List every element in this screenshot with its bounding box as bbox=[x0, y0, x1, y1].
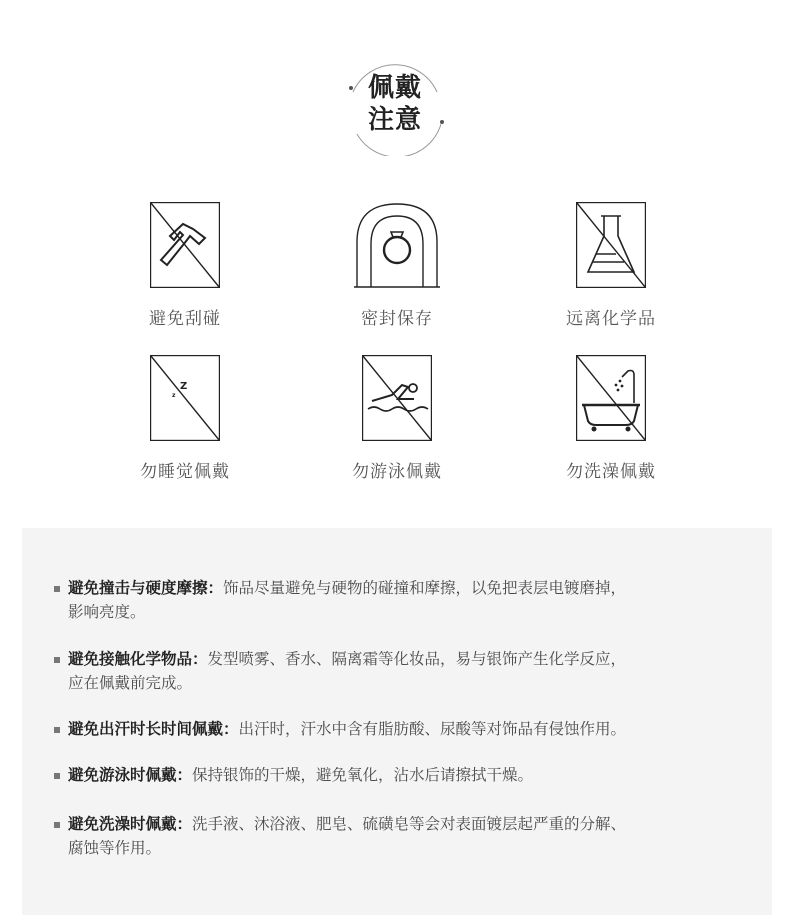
note-heading: 避免洗澡时佩戴： bbox=[68, 815, 193, 833]
title-line-1: 佩戴 bbox=[367, 73, 422, 103]
note-item bbox=[54, 812, 754, 860]
icon-label: 勿睡觉佩戴 bbox=[140, 462, 230, 482]
notes-panel bbox=[22, 528, 772, 915]
note-body: 发型喷雾、香水、隔离霜等化妆品，易与银饰产生化学反应， bbox=[207, 650, 627, 668]
swimmer-icon bbox=[362, 355, 432, 441]
icon-item-no-swim bbox=[312, 355, 482, 482]
note-body: 洗手液、沐浴液、肥皂、硫磺皂等会对表面镀层起严重的分解、 bbox=[192, 815, 627, 833]
bullet-icon bbox=[54, 822, 60, 828]
icon-item-no-sleep bbox=[100, 355, 270, 482]
note-item bbox=[54, 763, 754, 787]
note-heading: 避免游泳时佩戴： bbox=[68, 766, 193, 784]
svg-text:z: z bbox=[172, 392, 176, 399]
icon-label: 勿游泳佩戴 bbox=[352, 462, 442, 482]
bullet-icon bbox=[54, 727, 60, 733]
bathtub-shower-icon bbox=[576, 355, 646, 441]
note-body: 保持银饰的干燥，避免氧化，沾水后请擦拭干燥。 bbox=[192, 766, 534, 784]
note-body: 出汗时，汗水中含有脂肪酸、尿酸等对饰品有侵蚀作用。 bbox=[238, 720, 627, 738]
icon-label: 远离化学品 bbox=[566, 309, 656, 329]
icon-label: 避免刮碰 bbox=[149, 309, 221, 329]
bullet-icon bbox=[54, 773, 60, 779]
note-body-continued: 腐蚀等作用。 bbox=[68, 839, 162, 857]
icon-item-no-bath bbox=[526, 355, 696, 482]
bullet-icon bbox=[54, 657, 60, 663]
ring-sealed-icon bbox=[354, 202, 440, 288]
note-body-continued: 应在佩戴前完成。 bbox=[68, 674, 193, 692]
title-badge bbox=[345, 52, 445, 156]
note-heading: 避免接触化学物品： bbox=[68, 650, 208, 668]
note-item bbox=[54, 647, 754, 695]
icon-item-chemicals bbox=[526, 202, 696, 329]
note-item bbox=[54, 717, 754, 741]
title-line-2: 注意 bbox=[367, 105, 422, 135]
note-body: 饰品尽量避免与硬物的碰撞和摩擦，以免把表层电镀磨掉， bbox=[223, 579, 627, 597]
flask-icon bbox=[576, 202, 646, 288]
icon-item-avoid-scratch bbox=[100, 202, 270, 329]
note-body-continued: 影响亮度。 bbox=[68, 603, 146, 621]
note-heading: 避免撞击与硬度摩擦： bbox=[68, 579, 224, 597]
bullet-icon bbox=[54, 586, 60, 592]
icon-label: 密封保存 bbox=[361, 309, 433, 329]
page-title bbox=[345, 72, 445, 136]
svg-text:Z: Z bbox=[180, 381, 188, 392]
note-heading: 避免出汗时长时间佩戴： bbox=[68, 720, 239, 738]
icon-item-sealed-storage bbox=[312, 202, 482, 329]
moon-sleep-icon bbox=[150, 355, 220, 441]
note-item bbox=[54, 576, 754, 624]
hammer-icon bbox=[150, 202, 220, 288]
icon-label: 勿洗澡佩戴 bbox=[566, 462, 656, 482]
